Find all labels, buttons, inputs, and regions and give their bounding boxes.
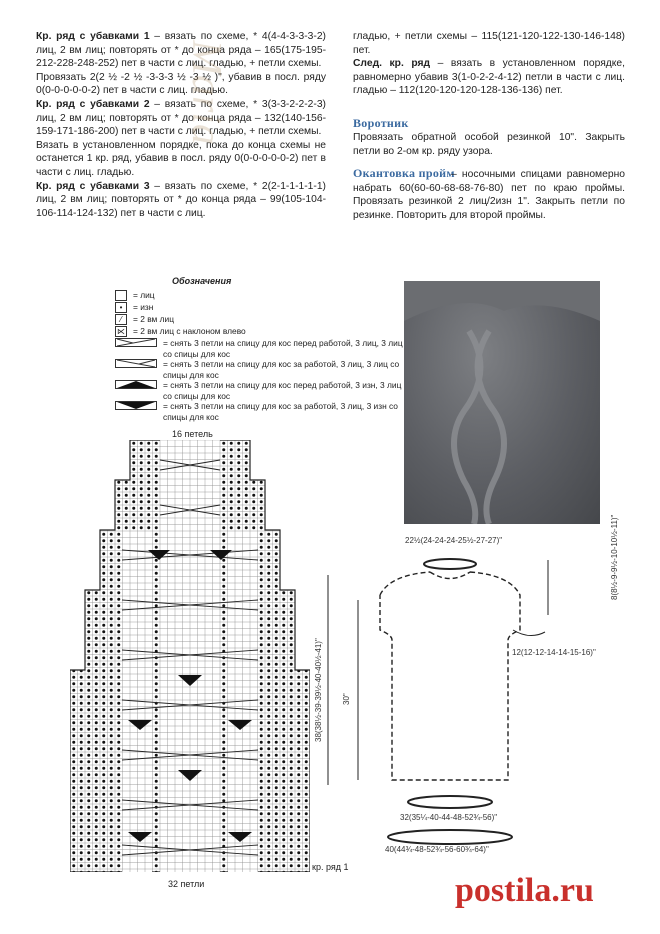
cable-front-purl-icon: [115, 380, 157, 389]
legend-title: Обозначения: [172, 276, 232, 286]
cable-detail: [404, 281, 600, 524]
paragraph: След. кр. ряд – вязать в установленном порядке, равномерно убавив 3(1-0-2-2-4-12) петли в части с лиц. гладью – 112(120-120-120-128-136-136) пет.: [353, 58, 625, 97]
neckline: [430, 572, 470, 579]
shoulder-dimension: 8(8½-9-9½-10-10½-11)": [610, 514, 619, 600]
chart-top-label: 16 петель: [172, 429, 213, 439]
row-title: Кр. ряд с убавками 3: [36, 180, 150, 192]
collar-text: Провязать обратной особой резинкой 10". Закрыть петли во 2-ом кр. ряду узора.: [353, 132, 625, 157]
paragraph: Вязать в установленном порядке, пока до конца схемы не останется 1 кр. ряд, убавив в посл. ряду 0(0-0-0-0-0-2) пет в части с лиц. гладью.: [36, 139, 326, 178]
hem-loop-icon-2: [388, 830, 512, 844]
armhole-dimension: 12(12-12-14-14-15-16)": [512, 648, 596, 657]
k2tog-symbol: ⁄: [115, 314, 127, 325]
paragraph: Кр. ряд с убавками 3 – вязать по схеме, * 2(2-1-1-1-1-1) лиц, 2 вм лиц; повторять от * до конца ряда – 99(105-104-106-114-124-132) пет в части с лиц.: [36, 180, 326, 219]
purl-symbol: •: [115, 302, 127, 313]
right-text-column: [353, 30, 625, 98]
ssk-symbol: ⋉: [117, 327, 125, 336]
legend-item: • = изн: [115, 302, 153, 313]
legend-item: = снять 3 петли на спицу для кос за работой, 3 лиц, 3 лиц со спицы для кос: [115, 359, 405, 380]
chart-bottom-label: 32 петли: [168, 879, 205, 889]
postila-logo: postila.ru: [455, 872, 594, 909]
cable-front-icon: [115, 338, 157, 347]
row-title: Кр. ряд с убавками 1: [36, 31, 150, 42]
paragraph: Кр. ряд с убавками 1 – вязать по схеме, * 4(4-4-3-3-3-2) лиц, 2 вм лиц; повторять от * до конца ряда – 165(175-195-212-228-248-252) пет в части с лиц. гладью, + петли схемы.: [36, 31, 326, 70]
legend-item: ⁄ = 2 вм лиц: [115, 314, 174, 325]
legend-item: = снять 3 петли на спицу для кос за работой, 3 лиц, 3 изн со спицы для кос: [115, 401, 405, 422]
watermark: Maria: [183, 40, 229, 145]
row-one-label: кр. ряд 1: [312, 862, 349, 872]
armhole-arrow: [513, 630, 545, 636]
paragraph: Кр. ряд с убавками 2 – вязать по схеме, * 3(3-3-2-2-2-3) лиц, 2 вм лиц; повторять от * до конца ряда – 132(140-156-159-171-186-200) пет в части с лиц. гладью, + петли схемы.: [36, 98, 326, 138]
armhole-title: Окантовка пройм: [353, 166, 455, 180]
cable-back-purl-icon: [115, 401, 157, 410]
knit-symbol: [115, 290, 127, 301]
cable-column: [160, 440, 220, 872]
legend-item: ⋉ = 2 вм лиц с наклоном влево: [117, 326, 246, 336]
knitting-chart: [70, 440, 310, 872]
row-title: Кр. ряд с убавками 2: [36, 98, 150, 110]
hem-dimension-2: 40(44¾-48-52¾-56-60¾-64)": [385, 845, 489, 854]
legend-item: = снять 3 петли на спицу для кос перед работой, 3 лиц, 3 лиц со спицы для кос: [115, 338, 405, 359]
neck-dimension: 22½(24-24-24-25½-27-27)": [405, 536, 503, 545]
garment-schematic: [320, 540, 560, 870]
collar-title: Воротник: [353, 116, 409, 130]
neck-loop-icon: [424, 559, 476, 569]
hem-dimension-1: 32(35¼-40-44-48-52¾-56)": [400, 813, 498, 822]
sweater-photo: [404, 281, 600, 524]
paragraph: гладью, + петли схемы – 115(121-120-122-130-146-148) пет.: [353, 31, 625, 56]
legend-item: = снять 3 петли на спицу для кос перед работой, 3 изн, 3 лиц со спицы для кос: [115, 380, 405, 401]
length-dimension: 30": [342, 693, 351, 705]
left-text-column: [36, 30, 326, 220]
legend-item: = лиц: [115, 290, 155, 301]
cable-back-icon: [115, 359, 157, 368]
paragraph: Провязать 2(2 ½ -2 ½ -3-3-3 ½ -3 ½ )", убавив в посл. ряду 0(0-0-0-0-0-2) пет в части с лиц. гладью.: [36, 71, 326, 97]
armhole-text: – носочными спицами равномерно набрать 60(60-60-68-68-76-80) пет по краю проймы. Провязать резинкой 2 лиц/2изн 1". Закрыть петли по резинке. Повторить для второй проймы.: [353, 169, 625, 221]
hem-loop-icon: [408, 796, 492, 808]
garment-outline: [380, 572, 520, 780]
chart-height-dimension: 38(38½-39-39½-40-40½-41)": [314, 638, 323, 742]
